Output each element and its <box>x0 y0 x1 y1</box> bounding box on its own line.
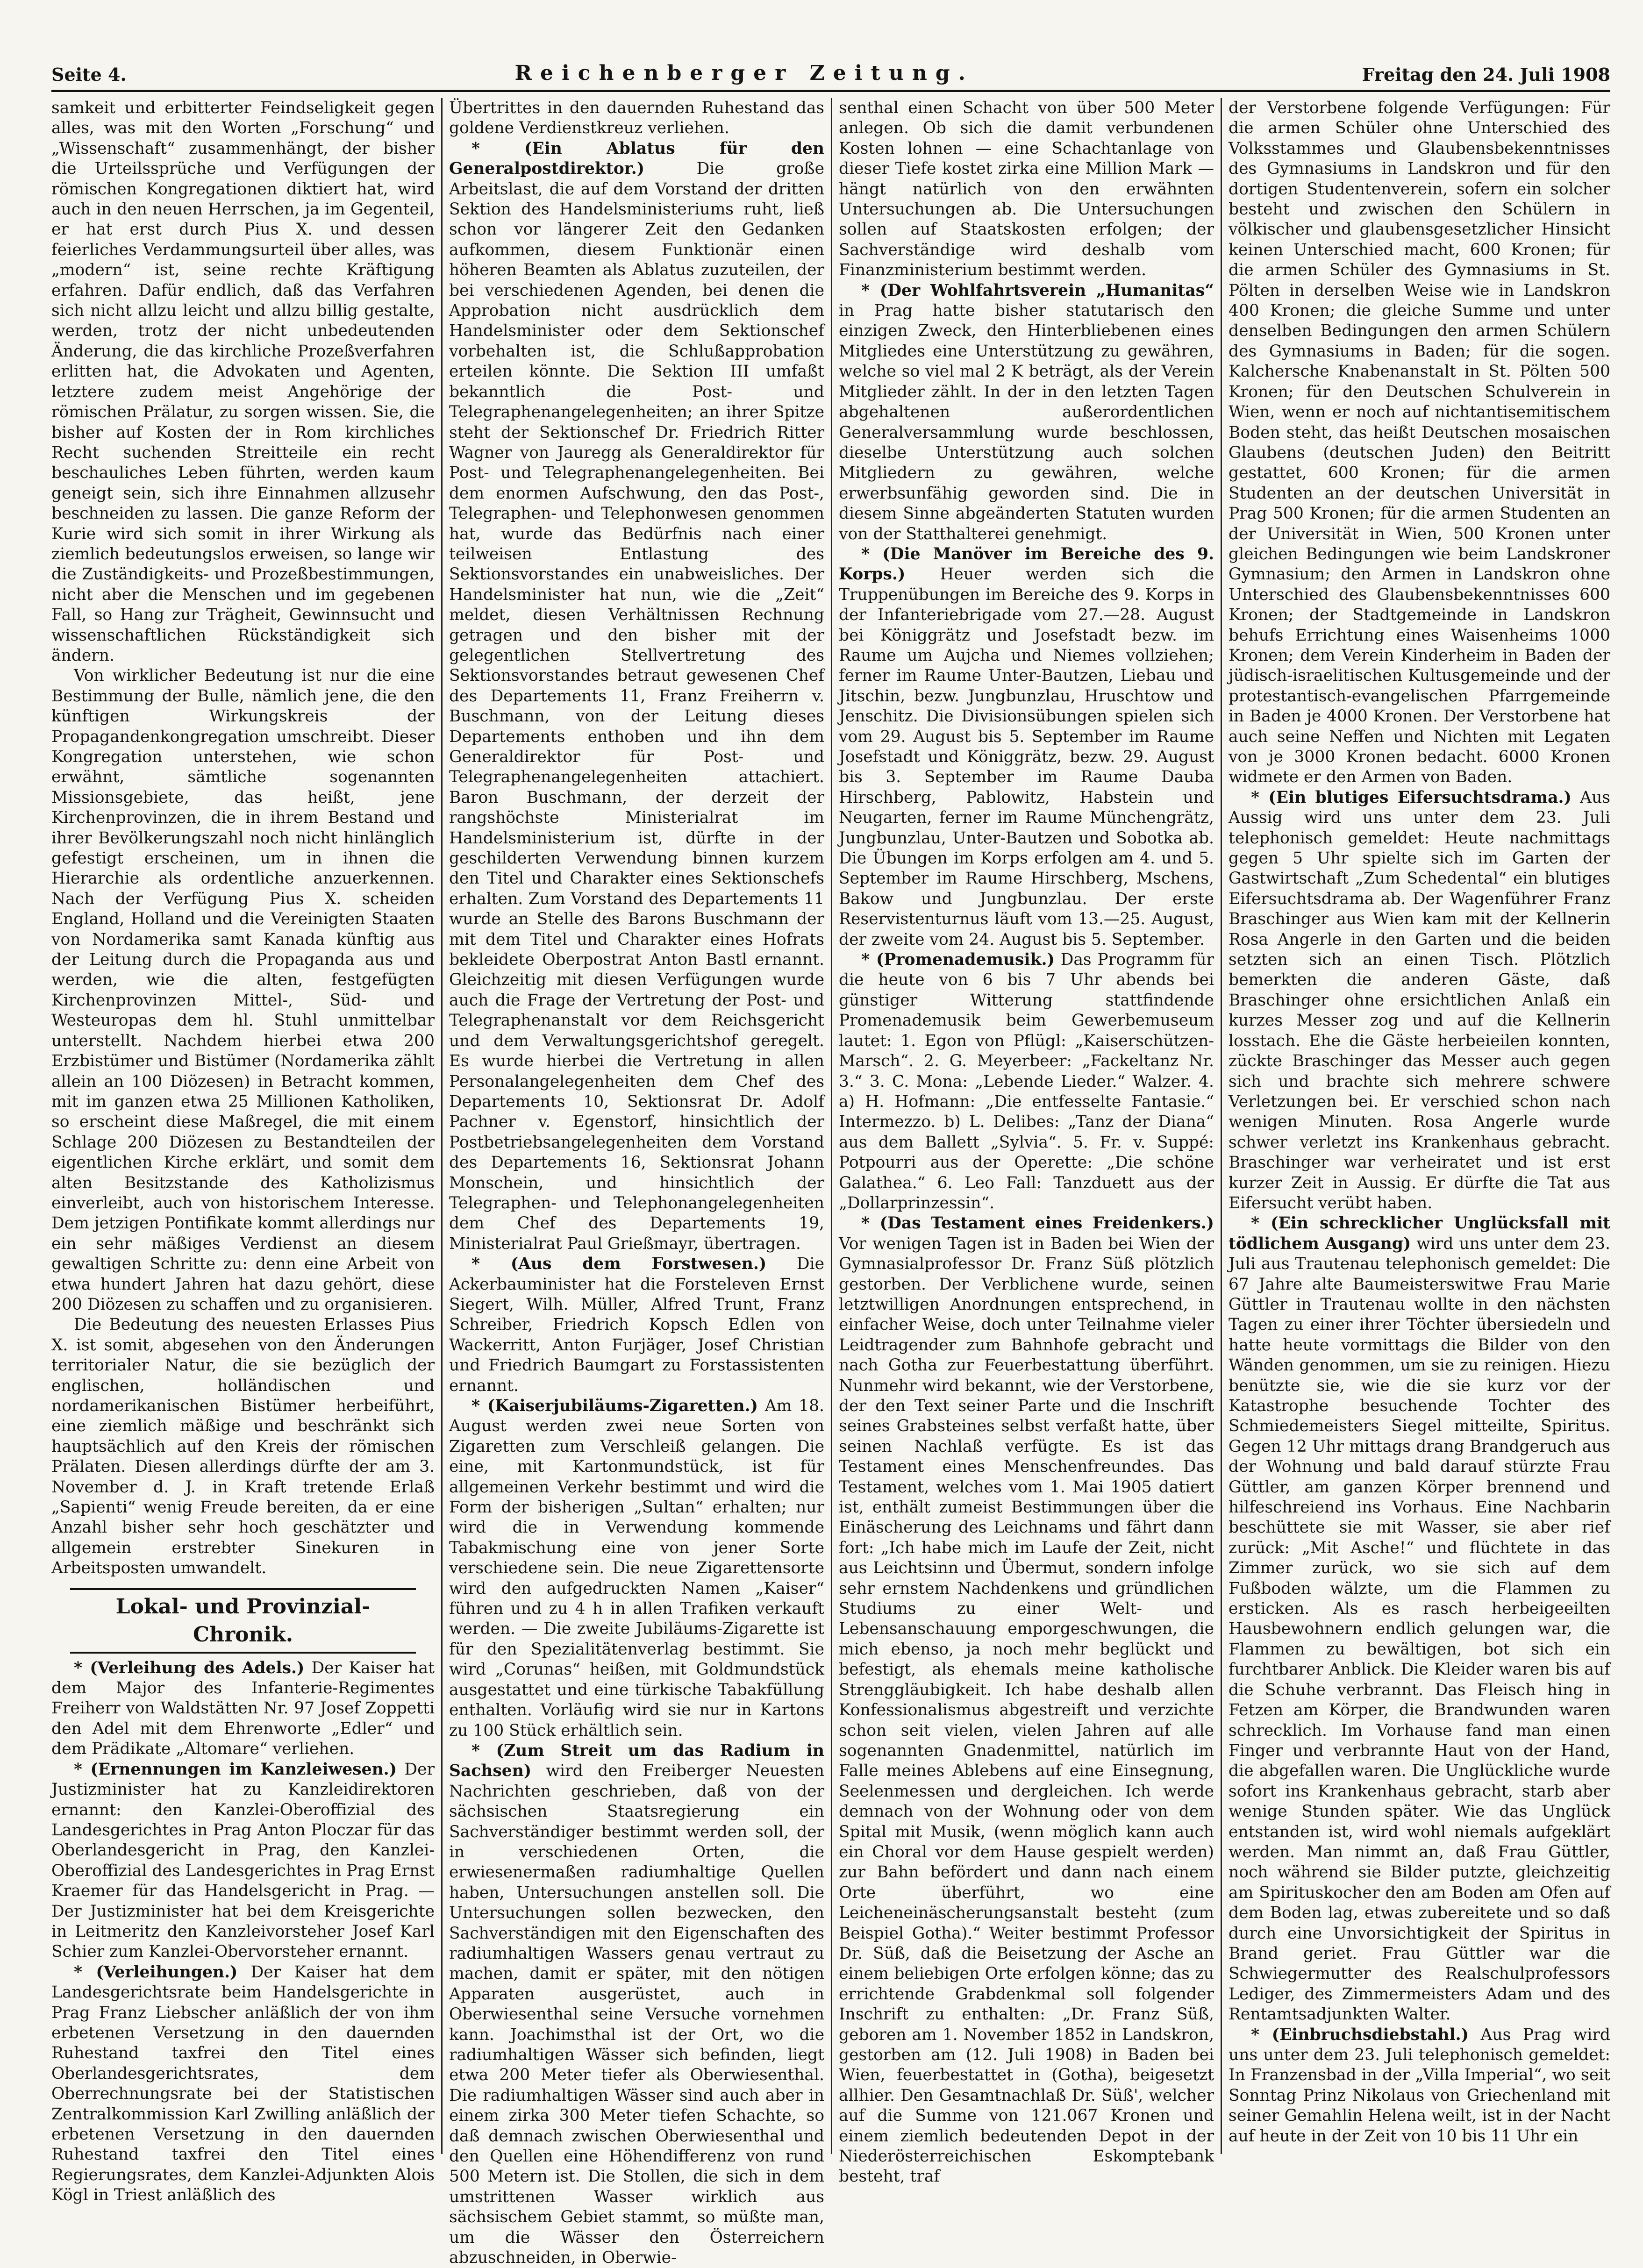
news-item-heading: * (Der Wohlfahrtsverein „Humanitas“ <box>861 281 1214 300</box>
news-item <box>839 950 1214 1213</box>
news-item <box>449 139 824 1254</box>
article-text: Übertrittes in den dauernden Ruhestand das goldene Verdienstkreuz verliehen. <box>449 99 824 138</box>
page-number: Seite 4. <box>51 64 127 85</box>
news-item-text: Der Justizminister hat zu Kanzleidirektoren ernannt: den Kanzlei-Oberoffizial des Landesgerichtes in Prag Anton Ploczar für das Oberlandesgericht in Prag, den Kanzlei-Oberoffizial des Landesgerichtes in Prag Ernst Kraemer für das Handelsgericht in Prag. — Der Justizminister hat bei dem Kreisgerichte in Leitmeritz den Kanzleivorsteher Josef Karl Schier zum Kanzlei-Obervorsteher ernannt. <box>51 1760 435 1961</box>
news-item-text: Heuer werden sich die Truppenübungen im Bereiche des 9. Korps in der Infanteriebrigade vom 27.—28. August bei Königgrätz und Josefstadt bezw. im Raume um Aujcha und Niemes vollziehen; ferner im Raume Unter-Bautzen, Liebau und Jitschin, bezw. Jungbunzlau, Hruschtow und Jenschitz. Die Divisionsübungen spielen sich vom 29. August bis 5. September im Raume Josefstadt und Königgrätz, bezw. 29. August bis 3. September im Raume Dauba Hirschberg, Pablowitz, Habstein und Neugarten, ferner im Raume Münchengrätz, Jungbunzlau, Unter-Bautzen und Sobotka ab. Die Übungen im Korps erfolgen am 4. und 5. September im Raume Hirschberg, Mschens, Bakow und Jungbunzlau. Der erste Reservistenturnus läuft vom 13.—25. August, der zweite vom 24. August bis 5. September. <box>839 565 1214 949</box>
news-item-heading: * (Promenademusik.) <box>861 950 1055 970</box>
page-header <box>51 51 1610 85</box>
news-item-heading: * (Ernennungen im Kanzleiwesen.) <box>74 1760 397 1779</box>
news-item <box>51 1962 435 2206</box>
article-text: Die Bedeutung des neuesten Erlasses Pius X. ist somit, abgesehen von den Änderungen territorialer Natur, die sie bezüglich der englischen, holländischen und nordamerikanischen Bistümer herbeiführt, eine ziemlich mäßige und beschränkt sich hauptsächlich auf den Kreis der römischen Prälaten. Diesen allerdings dürfte der am 3. November d. J. in Kraft tretende Erlaß „Sapienti“ wenig Freude bereiten, da er eine Anzahl bisher sehr hoch geschätzter und allgemein erstrebter Sinekuren in Arbeitsposten umwandelt. <box>51 1315 435 1578</box>
news-item <box>51 1658 435 1760</box>
news-item-heading: * (Aus dem Forstwesen.) <box>471 1255 767 1274</box>
column-4 <box>1221 98 1610 2154</box>
news-item-text: Der Kaiser hat dem Landesgerichtsrate beim Handelsgerichte in Prag Franz Liebscher anläßlich der von ihm erbetenen Versetzung in den dauernden Ruhestand taxfrei den Titel eines Oberlandesgerichtsrates, dem Oberrechnungsrate bei der Statistischen Zentralkommission Karl Zwilling anläßlich der erbetenen Versetzung in den dauernden Ruhestand taxfrei den Titel eines Regierungsrates, dem Kanzlei-Adjunkten Alois Kögl in Triest anläßlich des <box>51 1962 435 2205</box>
news-item-heading: * (Ein blutiges Eifersuchtsdrama.) <box>1251 788 1572 807</box>
news-item-heading: * (Ein Ablatus für den Generalpostdirektor.) <box>449 139 824 178</box>
news-item <box>1229 1213 1610 2025</box>
news-item <box>839 1213 1214 2187</box>
news-item-heading: * (Verleihungen.) <box>74 1962 238 1982</box>
news-item-text: Die große Arbeitslast, die auf dem Vorstand der dritten Sektion des Handelsministeriums ruht, ließ schon vor längerer Zeit den Gedanken aufkommen, diesem Funktionär einen höheren Beamten als Ablatus zuzuteilen, der bei verschiedenen Agenden, bei denen die Approbation nicht ausdrücklich dem Handelsminister oder dem Sektionschef vorbehalten ist, die Schlußapprobation erteilen könnte. Die Sektion III umfaßt bekanntlich die Post- und Telegraphenangelegenheiten; an ihrer Spitze steht der Sektionschef Dr. Friedrich Ritter Wagner von Jauregg als Generaldirektor für Post- und Telegraphenangelegenheiten. Bei dem enormen Aufschwung, den das Post-, Telegraphen- und Telephonwesen genommen hat, wurde das Bedürfnis nach einer teilweisen Entlastung des Sektionsvorstandes ein unabweisliches. Der Handelsminister hat nun, wie die „Zeit“ meldet, diesen Verhältnissen Rechnung getragen und den bisher mit der gelegentlichen Stellvertretung des Sektionsvorstandes betraut gewesenen Chef des Departements 11, Franz Freiherrn v. Buschmann, von der Leitung dieses Departements enthoben und ihn dem Generaldirektor für Post- und Telegraphenangelegenheiten attachiert. Baron Buschmann, der derzeit der rangshöchste Ministerialrat im Handelsministerium ist, dürfte in der geschilderten Verwendung binnen kurzem den Titel und Charakter eines Sektionschefs erhalten. Zum Vorstand des Departements 11 wurde an Stelle des Barons Buschmann der mit dem Titel und Charakter eines Hofrats bekleidete Oberpostrat Anton Bastl ernannt. Gleichzeitig mit diesen Verfügungen wurde auch die Frage der Vertretung der Post- und Telegraphenanstalt vor dem Reichsgericht und dem Verwaltungsgerichtshof geregelt. Es wurde hierbei die Vertretung in allen Personalangelegenheiten dem Chef des Departements 10, Sektionsrat Dr. Adolf Pachner v. Egenstorf, hinsichtlich der Postbetriebsangelegenheiten dem Vorstand des Departements 16, Sektionsrat Johann Monschein, und hinsichtlich der Telegraphen- und Telephonangelegenheiten dem Chef des Departements 19, Ministerialrat Paul Grießmayr, übertragen. <box>449 159 824 1253</box>
article-text: senthal einen Schacht von über 500 Meter anlegen. Ob sich die damit verbundenen Kosten lohnen — eine Schachtanlage von dieser Tiefe kostet zirka eine Million Mark — hängt natürlich von den erwähnten Untersuchungen ab. Die Untersuchungen sollen auf Staatskosten erfolgen; der Sachverständige wird deshalb vom Finanzministerium bestimmt werden. <box>839 99 1214 280</box>
news-item <box>449 1741 824 2268</box>
news-item-text: in Prag hatte bisher statutarisch den einzigen Zweck, den Hinterbliebenen eines Mitgliedes eine Unterstützung zu gewähren, welche so viel mal 2 K beträgt, als der Verein Mitglieder zählt. In der in den letzten Tagen abgehaltenen außerordentlichen Generalversammlung wurde beschlossen, dieselbe Unterstützung auch solchen Mitgliedern zu gewähren, welche erwerbsunfähig geworden sind. Die in diesem Sinne abgeänderten Statuten wurden von der Statthalterei genehmigt. <box>839 301 1214 543</box>
news-item <box>839 544 1214 950</box>
issue-date: Freitag den 24. Juli 1908 <box>1362 64 1610 85</box>
article-text: Von wirklicher Bedeutung ist nur die eine Bestimmung der Bulle, nämlich jene, die den künftigen Wirkungskreis der Propagandenkongregation umschreibt. Dieser Kongregation unterstehen, wie schon erwähnt, sämtliche sogenannten Missionsgebiete, das heißt, jene Kirchenprovinzen, die in ihrem Bestand und ihrer Bevölkerungszahl noch nicht hinlänglich gefestigt erscheinen, um in ihnen die Hierarchie als ordentliche anzuerkennen. Nach der Verfügung Pius X. scheiden England, Holland und die Vereinigten Staaten von Nordamerika samt Kanada künftig aus der Leitung durch die Propaganda aus und werden, wie die alten, festgefügten Kirchenprovinzen Mittel-, Süd- und Westeuropas dem hl. Stuhl unmittelbar unterstellt. Nachdem hierbei etwa 200 Erzbistümer und Bistümer (Nordamerika zählt allein an 100 Diözesen) in Betracht kommen, mit im ganzen etwa 25 Millionen Katholiken, so erscheint diese Maßregel, die mit einem Schlage 200 Diözesen zu Bestandteilen der eigentlichen Kirche erklärt, und somit dem alten Besitzstande des Katholizismus einverleibt, auch von historischem Interesse. Dem jetzigen Pontifikate kommt allerdings nur ein sehr mäßiges Verdienst an diesem gewaltigen Schritte zu: denn eine Arbeit von etwa hundert Jahren hat dazu gehört, diese 200 Diözesen zu schaffen und zu organisieren. <box>51 666 435 1314</box>
news-item <box>1229 788 1610 1214</box>
masthead: Reichenberger Zeitung. <box>514 61 974 85</box>
news-item-heading: * (Verleihung des Adels.) <box>74 1658 305 1677</box>
news-item-text: Aus Prag wird uns unter dem 23. Juli telephonisch gemeldet: In Franzensbad in der „Villa Imperial“, wo seit Sonntag Prinz Nikolaus von Griechenland mit seiner Gemahlin Helena weilt, ist in der Nacht auf heute in der Zeit von 10 bis 11 Uhr ein <box>1229 2025 1611 2146</box>
news-item-text: Aus Aussig wird uns unter dem 23. Juli telephonisch gemeldet: Heute nachmittags gegen 5 Uhr spielte sich im Garten der Gastwirtschaft „Zum Schedental“ ein blutiges Eifersuchtsdrama ab. Der Wagenführer Franz Braschinger aus Wien kam mit der Kellnerin Rosa Angerle in den Garten und die beiden setzten sich an einen Tisch. Plötzlich bemerkten die anderen Gäste, daß Braschinger ohne ersichtlichen Anlaß ein kurzes Messer zog und auf die Kellnerin losstach. Ehe die Gäste herbeieilen konnten, zückte Braschinger das Messer auch gegen sich und brachte sich mehrere schwere Verletzungen bei. Er verschied schon nach wenigen Minuten. Rosa Angerle wurde schwer verletzt ins Krankenhaus gebracht. Braschinger war verheiratet und ist erst kurzer Zeit in Aussig. Er dürfte die Tat aus Eifersucht verübt haben. <box>1229 788 1611 1212</box>
news-item-text: wird uns unter dem 23. Juli aus Trautenau telephonisch gemeldet: Die 67 Jahre alte Baumeisterswitwe Frau Marie Güttler in Trautenau wollte in den nächsten Tagen zu einer ihrer Töchter übersiedeln und hatte heute vormittags die Bilder von den Wänden genommen, um sie zu reinigen. Hiezu benützte sie, wie die sie kurz vor der Katastrophe besuchende Tochter des Schmiedemeisters Siegel mitteilte, Spiritus. Gegen 12 Uhr mittags drang Brandgeruch aus der Wohnung und bald darauf stürzte Frau Güttler, am ganzen Körper brennend und hilfeschreiend ins Vorhaus. Eine Nachbarin beschüttete sie mit Wasser, sie aber rief zurück: „Mit Asche!“ und flüchtete in das Zimmer zurück, wo sie sich auf dem Fußboden wälzte, um die Flammen zu ersticken. Als es rasch herbeigeeilten Hausbewohnern endlich gelungen war, die Flammen zu bewältigen, bot sich ein furchtbarer Anblick. Die Kleider waren bis auf die Schuhe verbrannt. Das Fleisch hing in Fetzen am Körper, die Brandwunden waren schrecklich. Im Vorhause fand man einen Finger und verbrannte Haut von der Hand, die abgefallen waren. Die Unglückliche wurde sofort ins Krankenhaus gebracht, starb aber wenige Stunden später. Wie das Unglück entstanden ist, wird wohl niemals aufgeklärt werden. Man nimmt an, daß Frau Güttler, noch während sie Bilder putzte, gleichzeitig am Spirituskocher den am Boden am Ofen auf dem Boden lag, etwas zubereitete und so daß durch eine Unvorsichtigkeit der Spiritus in Brand geriet. Frau Güttler war die Schwiegermutter des Realschulprofessors Lediger, des Zimmermeisters Adam und des Rentamtsadjunkten Walter. <box>1229 1234 1610 2024</box>
news-item <box>449 1254 824 1396</box>
news-item-text: Am 18. August werden zwei neue Sorten von Zigaretten zum Verschleiß gelangen. Die eine, mit Kartonmundstück, ist für allgemeinen Verkehr bestimmt und wird die Form der bisherigen „Sultan“ erhalten; nur wird die in Verwendung kommende Tabakmischung eine von jener Sorte verschiedene sein. Die neue Zigarettensorte wird den aufgedruckten Namen „Kaiser“ führen und zu 4 h in allen Trafiken verkauft werden. — Die zweite Jubiläums-Zigarette ist für den Spezialitätenverlag bestimmt. Sie wird „Corunas“ heißen, mit Goldmundstück ausgestattet und eine türkische Tabakfüllung enthalten. Vorläufig wird sie nur in Kartons zu 100 Stück erhältlich sein. <box>449 1397 824 1740</box>
article-text: der Verstorbene folgende Verfügungen: Für die armen Schüler ohne Unterschied des Volksstammes und Glaubensbekenntnisses des Gymnasiums in Landskron und für den dortigen Studentenverein, sofern ein solcher besteht und zwischen den Schülern in völkischer und glaubensgesetzlicher Hinsicht keinen Unterschied macht, 600 Kronen; für die armen Schüler des Gymnasiums in St. Pölten in derselben Weise wie in Landskron 400 Kronen; die gleiche Summe und unter denselben Bedingungen den armen Schülern des Gymnasiums in Baden; für die sogen. Kalchersche Knabenanstalt in St. Pölten 500 Kronen; für den Deutschen Schulverein in Wien, wenn er noch auf nichtantisemitischem Boden steht, das heißt Deutschen mosaischen Glaubens (deutschen Juden) den Beitritt gestattet, 600 Kronen; für die armen Studenten an der deutschen Universität in Prag 500 Kronen; für die armen Studenten an der Universität in Wien, 500 Kronen unter gleichen Bedingungen wie beim Landskroner Gymnasium; den Armen in Landskron ohne Unterschied des Glaubensbekenntnisses 600 Kronen; der Stadtgemeinde in Landskron behufs Errichtung eines Waisenheims 1000 Kronen; dem Verein Kinderheim in Baden der jüdisch-israelitischen Kultusgemeinde und der protestantisch-evangelischen Pfarrgemeinde in Baden je 4000 Kronen. Der Verstorbene hat auch seine Neffen und Nichten mit Legaten von je 3000 Kronen bedacht. 6000 Kronen widmete er den Armen von Baden. <box>1229 99 1610 787</box>
news-item-heading: * (Ein schrecklicher Unglücksfall mit tödlichem Ausgang) <box>1229 1214 1610 1253</box>
news-item-heading: * (Kaiserjubiläums-Zigaretten.) <box>471 1397 758 1415</box>
news-item-heading: * (Einbruchsdiebstahl.) <box>1251 2025 1469 2044</box>
section-heading: Lokal- und Provinzial-Chronik. <box>70 1588 416 1654</box>
header-rule <box>51 90 1610 92</box>
news-item <box>1229 2025 1610 2147</box>
news-item-text: wird den Freiberger Neuesten Nachrichten geschrieben, daß von der sächsischen Staatsregierung ein Sachverständiger bestimmt werden soll, der in verschiedenen Orten, die erwiesenermaßen radiumhaltige Quellen haben, Untersuchungen anstellen soll. Die Untersuchungen sollen bezwecken, den Sachverständigen mit den Eigenschaften des radiumhaltigen Wassers genau vertraut zu machen, damit er später, mit den nötigen Apparaten ausgerüstet, auch in Oberwiesenthal seine Versuche vornehmen kann. Joachimsthal ist der Ort, wo die radiumhaltigen Wässer sich befinden, liegt etwa 200 Meter tiefer als Oberwiesenthal. Die radiumhaltigen Wässer sind auch aber in einem zirka 300 Meter tiefen Schachte, so daß demnach zwischen Oberwiesenthal und den Quellen eine Höhendifferenz von rund 500 Metern ist. Die Stollen, die sich in dem umstrittenen Wasser wirklich aus sächsischem Gebiet stammt, so müßte man, um die Wässer den Österreichern abzuschneiden, in Oberwie- <box>449 1762 824 2268</box>
news-item <box>449 1396 824 1741</box>
news-item-text: Die Ackerbauminister hat die Forsteleven Ernst Siegert, Wilh. Müller, Alfred Trunt, Franz Schreiber, Friedrich Kopsch Edlen von Wackerritt, Anton Furjäger, Josef Christian und Friedrich Baumgart zu Forstassistenten ernannt. <box>449 1255 825 1395</box>
column-3 <box>831 98 1221 2186</box>
column-2 <box>441 98 831 2268</box>
news-item-heading: * (Zum Streit um das Radium in Sachsen) <box>449 1741 824 1781</box>
news-item <box>51 1760 435 1962</box>
news-item-heading: * (Das Testament eines Freidenkers.) <box>861 1214 1214 1233</box>
news-item-text: Das Programm für die heute von 6 bis 7 Uhr abends bei günstiger Witterung stattfindende Promenademusik beim Gewerbemuseum lautet: 1. Egon von Pflügl: „Kaiserschützen-Marsch“. 2. G. Meyerbeer: „Fackeltanz Nr. 3.“ 3. C. Mona: „Lebende Lieder.“ Walzer. 4. a) H. Hofmann: „Die entfesselte Fantasie.“ Intermezzo. b) L. Delibes: „Tanz der Diana“ aus dem Ballett „Sylvia“. 5. Fr. v. Suppé: Potpourri aus der Operette: „Die schöne Galathea.“ 6. Leo Fall: Tanzduett aus der „Dollarprinzessin“. <box>839 950 1214 1212</box>
news-item-heading: * (Die Manöver im Bereiche des 9. Korps.) <box>839 544 1214 584</box>
news-item-text: Vor wenigen Tagen ist in Baden bei Wien der Gymnasialprofessor Dr. Franz Süß plötzlich gestorben. Der Verblichene wurde, seinen letztwilligen Anordnungen entsprechend, in einfacher Weise, doch unter Teilnahme vieler Leidtragender zum Bahnhofe gebracht und nach Gotha zur Feuerbestattung überführt. Nunmehr wird bekannt, wie der Verstorbene, der den Text seiner Parte und die Inschrift seines Grabsteines selbst verfaßt hatte, über seinen Nachlaß verfügte. Es ist das Testament eines Menschenfreundes. Das Testament, welches vom 1. Mai 1905 datiert ist, enthält zumeist Bestimmungen über die Einäscherung des Leichnams und fährt dann fort: „Ich habe mich im Laufe der Zeit, nicht aus Leichtsinn und Übermut, sondern infolge sehr ernstem Nachdenkens und gründlichen Studiums zu einer Welt- und Lebensanschauung emporgeschwungen, die mich ebenso, ja noch mehr beglückt und befestigt, als ehemals meine katholische Strenggläubigkeit. Ich habe deshalb allen Konfessionalismus abgestreift und verzichte schon seit vielen, vielen Jahren auf alle sogenannten Gnadenmittel, natürlich im Falle meines Ablebens auf eine Einsegnung, Seelenmessen und dergleichen. Ich werde demnach von der Wohnung oder von dem Spital mit Musik, (wenn möglich kann auch ein Choral vor dem Hause gespielt werden) zur Bahn befördert und dann nach einem Orte überführt, wo eine Leicheneinäscherungsanstalt besteht (zum Beispiel Gotha).“ Weiter bestimmt Professor Dr. Süß, daß die Beisetzung der Asche an einem beliebigen Orte erfolgen könne; das zu errichtende Grabdenkmal soll folgender Inschrift zu enthalten: „Dr. Franz Süß, geboren am 1. November 1852 in Landskron, gestorben am (12. Juli 1908) in Baden bei Wien, feuerbestattet in (Gotha), beigesetzt allhier. Den Gesamtnachlaß Dr. Süß', welcher auf die Summe von 121.067 Kronen und einem ziemlich bedeutenden Depot in der Niederösterreichischen Eskomptebank besteht, traf <box>839 1234 1214 2186</box>
columns <box>51 98 1611 2268</box>
news-item <box>839 281 1214 544</box>
column-1 <box>51 98 441 2205</box>
article-text: samkeit und erbitterter Feindseligkeit gegen alles, was mit den Worten „Forschung“ und „Wissenschaft“ zusammenhängt, der bisher die Urteilssprüche und Verfügungen der römischen Kongregationen diktiert hat, wird auch in den neuen Herrschen, ja im Gegenteil, er hat erst durch Pius X. und dessen feierliches Verdammungsurteil über alles, was „modern“ ist, seine rechte Kräftigung erfahren. Dafür endlich, daß das Verfahren sich nicht allzu leicht und allzu billig gestalte, werden, trotz der nicht unbedeutenden Änderung, die das kirchliche Prozeßverfahren erlitten hat, die Advokaten und Agenten, letztere zudem meist Angehörige der römischen Prälatur, zu sorgen wissen. Sie, die bisher auf Kosten der in Rom kirchliches Recht suchenden Streitteile ein recht beschauliches Leben führten, werden kaum geneigt sein, sich ihre Einnahmen allzusehr beschneiden zu lassen. Die ganze Reform der Kurie wird sich somit in ihrer Wirkung als ziemlich bedeutungslos erweisen, so lange wir die Zuständigkeits- und Prozeßbestimmungen, nicht aber die Menschen und im gegebenen Fall, so Hang zur Trägheit, Gewinnsucht und wissenschaftlichen Rückständigkeit sich ändern. <box>51 99 435 665</box>
news-item-text: Der Kaiser hat dem Major des Infanterie-Regimentes Freiherr von Waldstätten Nr. 97 Josef Zoppetti den Adel mit dem Ehrenworte „Edler“ und dem Prädikate „Altomare“ verliehen. <box>51 1658 435 1759</box>
